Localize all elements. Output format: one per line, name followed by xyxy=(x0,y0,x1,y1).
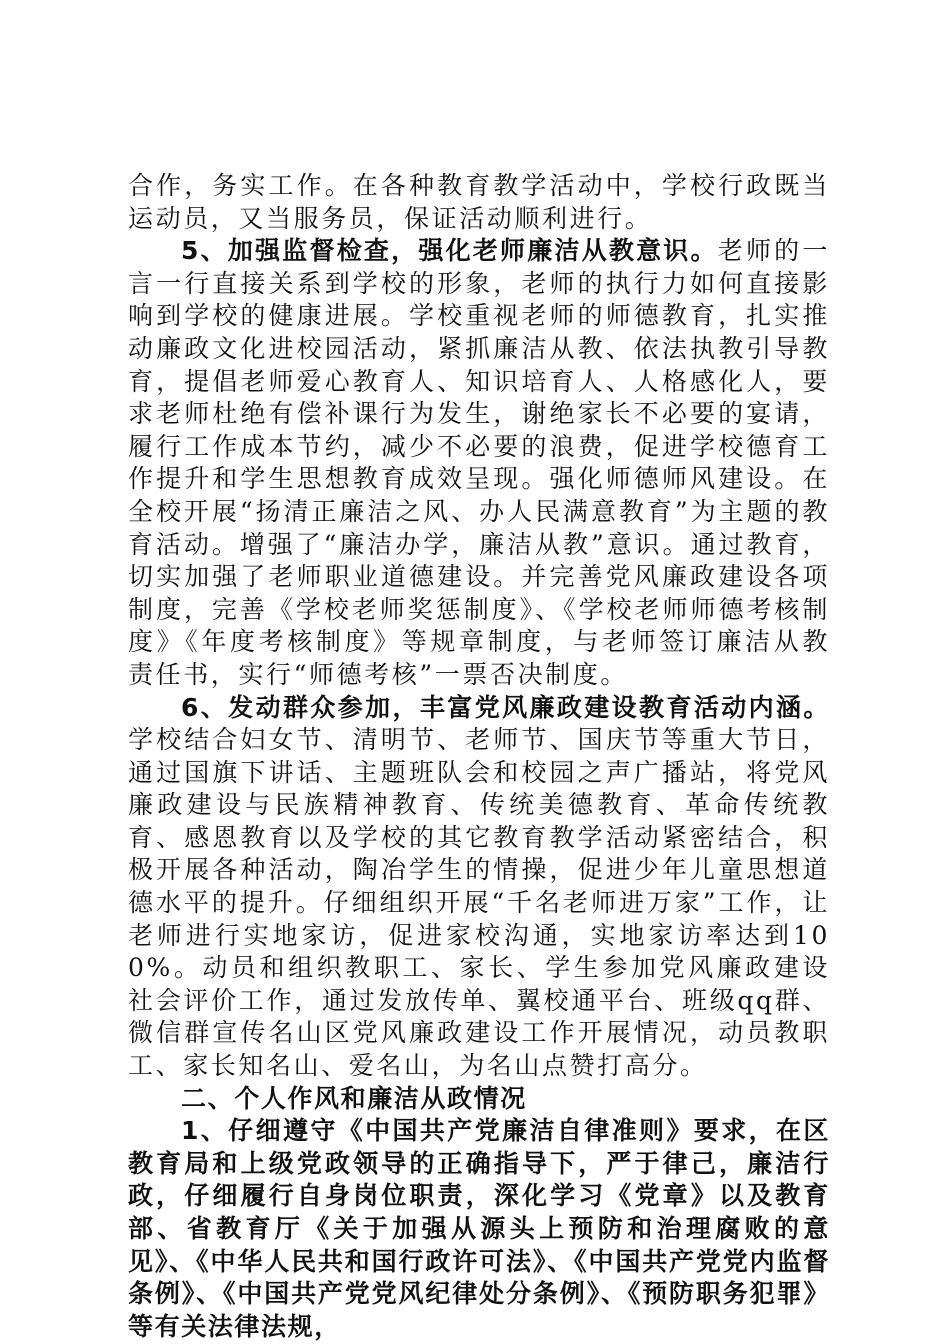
item-5-text: 老师的一言一行直接关系到学校的形象，老师的执行力如何直接影响到学校的健康进展。学校重视老师的师德教育，扎实推动廉政文化进校园活动，紧抓廉洁从教、依法执教引导教育，提倡老师爱心教育人、知识培育人、人格感化人，要求老师杜绝有偿补课行为发生，谢绝家长不必要的宴请，履行工作成本节约，减少不必要的浪费，促进学校德育工作提升和学生思想教育成效呈现。强化师德师风建设。在全校开展“扬清正廉洁之风、办人民满意教育”为主题的教育活动。增强了“廉洁办学，廉洁从教”意识。通过教育，切实加强了老师职业道德建设。并完善党风廉政建设各项制度，完善《学校老师奖惩制度》、《学校老师师德考核制度》《年度考核制度》等规章制度，与老师签订廉洁从教责任书，实行“师德考核”一票否决制度。 xyxy=(128,236,830,689)
item-6-heading: 6、发动群众参加，丰富党风廉政建设教育活动内涵。 xyxy=(181,692,830,722)
body-text xyxy=(128,170,830,1343)
item-6-text: 学校结合妇女节、清明节、老师节、国庆节等重大节日，通过国旗下讲话、主题班队会和校园之声广播站，将党风廉政建设与民族精神教育、传统美德教育、革命传统教育、感恩教育以及学校的其它教育教学活动紧密结合，积极开展各种活动，陶冶学生的情操，促进少年儿童思想道德水平的提升。仔细组织开展“千名老师进万家”工作，让老师进行实地家访，促进家校沟通，实地家访率达到100%。动员和组织教职工、家长、学生参加党风廉政建设社会评价工作，通过发放传单、翼校通平台、班级qq群、微信群宣传名山区党风廉政建设工作开展情况，动员教职工、家长知名山、爱名山，为名山点赞打高分。 xyxy=(128,725,830,1081)
paragraph-item-6 xyxy=(128,692,830,1083)
section-heading-2: 二、个人作风和廉洁从政情况 xyxy=(181,1083,527,1113)
paragraph-continuation: 合作，务实工作。在各种教育教学活动中，学校行政既当运动员，又当服务员，保证活动顺利进行。 xyxy=(128,171,830,233)
paragraph-section-2-item-1: 1、仔细遵守《中国共产党廉洁自律准则》要求，在区教育局和上级党政领导的正确指导下，严于律己，廉洁行政，仔细履行自身岗位职责，深化学习《党章》以及教育部、省教育厅《关于加强从源头上预防和治理腐败的意见》、《中华人民共和国行政许可法》、《中国共产党党内监督条例》、《中国共产党党风纪律处分条例》、《预防职务犯罪》等有关法律法规， xyxy=(128,1116,830,1341)
item-5-heading: 5、加强监督检查，强化老师廉洁从教意识。 xyxy=(181,236,718,266)
paragraph-item-5 xyxy=(128,235,830,691)
